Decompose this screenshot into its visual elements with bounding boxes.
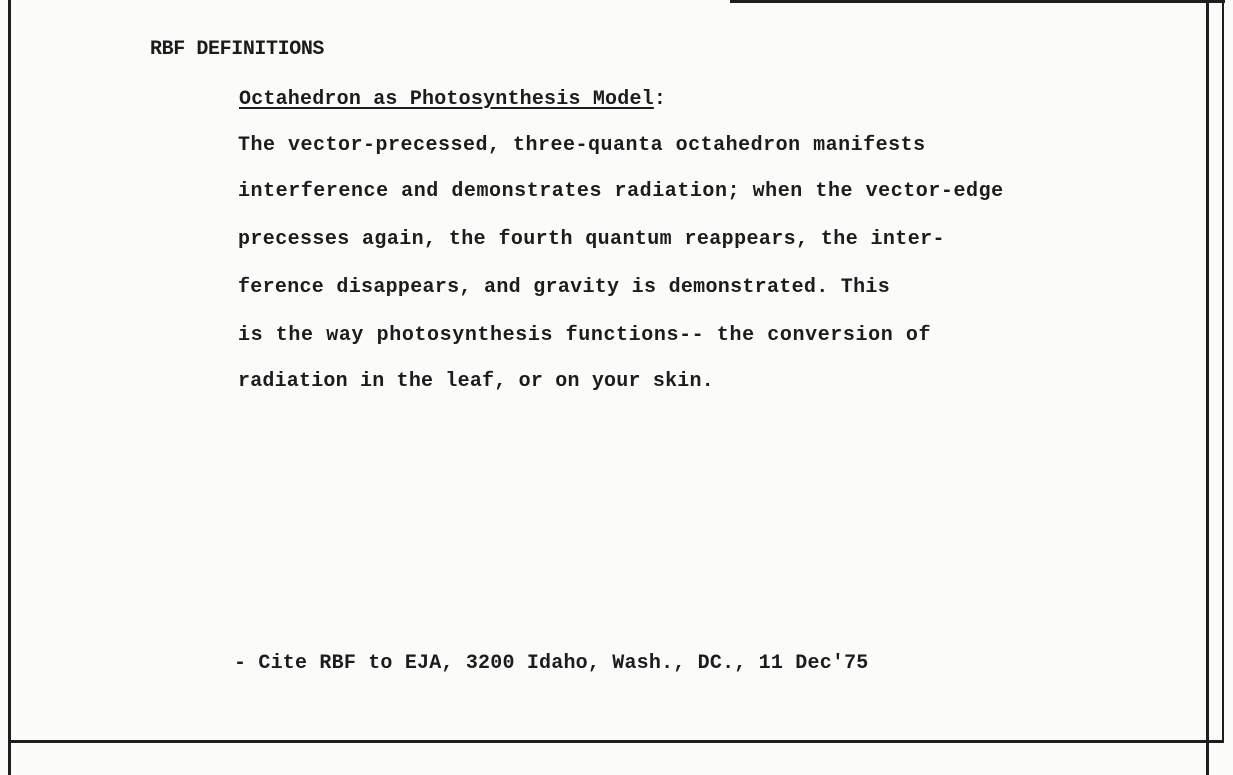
definition-title-colon: :: [653, 88, 667, 111]
body-line: interference and demonstrates radiation; when the vector-edge: [238, 180, 1004, 203]
body-line: is the way photosynthesis functions-- the conversion of: [238, 324, 932, 347]
citation: - Cite RBF to EJA, 3200 Idaho, Wash., DC., 11 Dec'75: [234, 652, 869, 675]
body-line: precesses again, the fourth quantum reappears, the inter-: [238, 228, 945, 251]
card-right-border: [1206, 0, 1209, 775]
card-bottom-border: [8, 740, 1224, 743]
card-outer-right-border: [1222, 0, 1224, 740]
document-heading: RBF DEFINITIONS: [150, 38, 325, 61]
definition-title: [239, 88, 666, 111]
card-left-border: [8, 0, 11, 775]
body-line: The vector-precessed, three-quanta octahedron manifests: [238, 134, 926, 157]
definition-title-text: Octahedron as Photosynthesis Model: [239, 88, 654, 111]
body-line: ference disappears, and gravity is demonstrated. This: [238, 276, 891, 299]
body-line: radiation in the leaf, or on your skin.: [238, 370, 714, 393]
card-top-border: [730, 0, 1225, 3]
